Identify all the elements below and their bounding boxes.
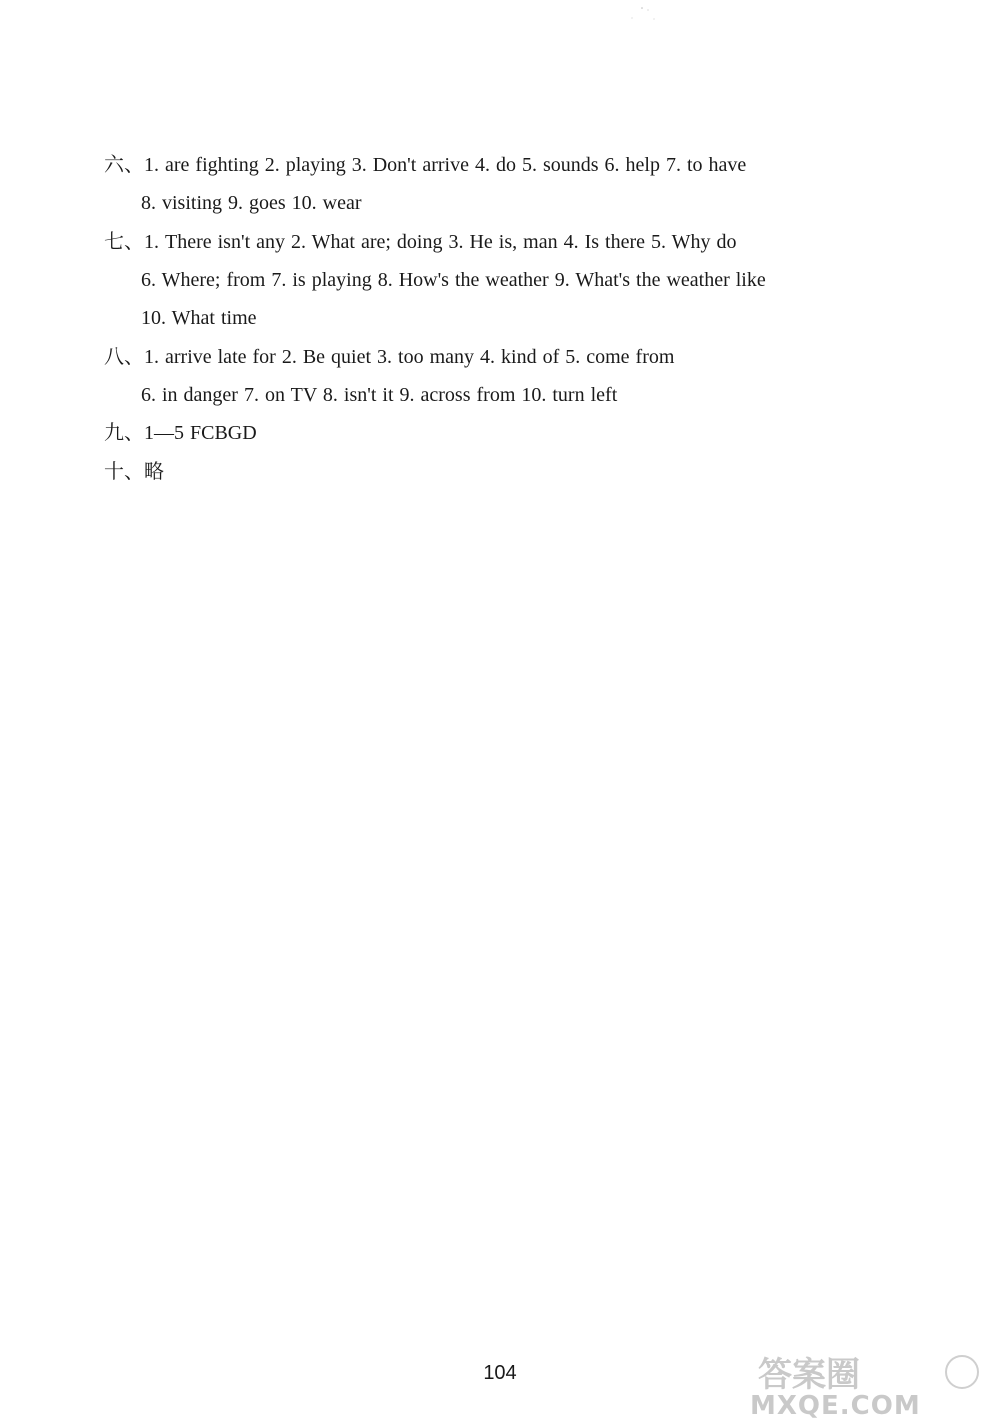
answer-line: 九、1—5 FCBGD <box>104 422 257 444</box>
answer-line: 六、1. are fighting 2. playing 3. Don't arrive 4. do 5. sounds 6. help 7. to have <box>104 154 747 176</box>
scan-speck <box>624 4 664 24</box>
answer-line: 八、1. arrive late for 2. Be quiet 3. too many 4. kind of 5. come from <box>104 346 675 368</box>
answer-line: 七、1. There isn't any 2. What are; doing 3. He is, man 4. Is there 5. Why do <box>104 231 737 253</box>
watermark-logo <box>740 1352 990 1420</box>
answer-section-8 <box>104 338 924 414</box>
answer-line: 6. Where; from 7. is playing 8. How's the weather 9. What's the weather like <box>141 269 766 291</box>
answer-section-6 <box>104 146 924 222</box>
page-number: 104 <box>483 1362 517 1384</box>
answer-section-7 <box>104 223 924 337</box>
answer-line: 6. in danger 7. on TV 8. isn't it 9. across from 10. turn left <box>141 384 618 406</box>
watermark-text-top: 答案圈 <box>758 1355 860 1395</box>
answer-line: 10. What time <box>141 307 257 329</box>
answer-section-9 <box>104 414 924 452</box>
answer-line: 十、略 <box>104 461 164 483</box>
answer-section-10 <box>104 453 924 491</box>
watermark-text-bottom: MXQE.COM <box>750 1391 921 1420</box>
answer-line: 8. visiting 9. goes 10. wear <box>141 192 362 214</box>
